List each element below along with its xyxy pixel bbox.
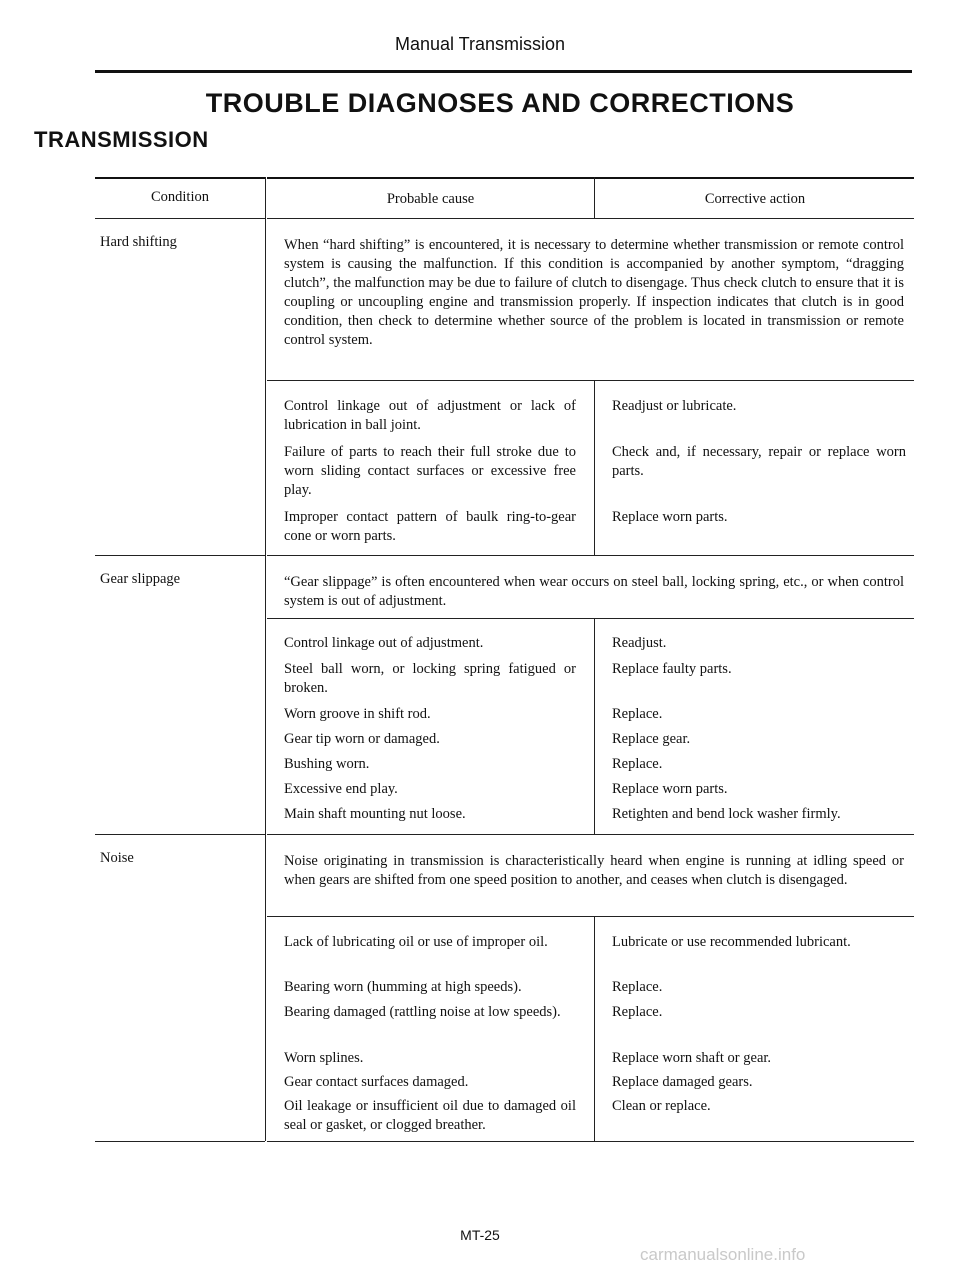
corrective-action: Replace worn parts. bbox=[612, 781, 728, 797]
column-divider bbox=[594, 380, 595, 555]
table-top-rule bbox=[95, 177, 265, 179]
corrective-action: Replace damaged gears. bbox=[612, 1074, 753, 1090]
column-divider bbox=[594, 916, 595, 1141]
corrective-action: Replace worn shaft or gear. bbox=[612, 1050, 772, 1066]
condition-hard-shifting: Hard shifting bbox=[100, 234, 177, 250]
table-top-rule bbox=[267, 177, 914, 179]
description-divider bbox=[267, 380, 914, 381]
probable-cause: Control linkage out of adjustment. bbox=[284, 635, 484, 651]
probable-cause: Worn splines. bbox=[284, 1050, 364, 1066]
corrective-action: Check and, if necessary, repair or replace worn parts. bbox=[612, 444, 906, 479]
probable-cause: Bushing worn. bbox=[284, 756, 370, 772]
corrective-action: Replace worn parts. bbox=[612, 509, 728, 525]
running-header: Manual Transmission bbox=[394, 34, 566, 54]
probable-cause: Excessive end play. bbox=[284, 781, 398, 797]
section-divider bbox=[95, 555, 265, 556]
probable-cause: Failure of parts to reach their full stroke due to worn sliding contact surfaces or excessive free play. bbox=[284, 444, 576, 498]
corrective-action: Retighten and bend lock washer firmly. bbox=[612, 806, 841, 822]
probable-cause: Lack of lubricating oil or use of improper oil. bbox=[284, 934, 548, 950]
table-header-rule bbox=[95, 218, 265, 219]
header-rule bbox=[95, 70, 912, 73]
watermark-text: carmanualsonline.info bbox=[640, 1245, 806, 1264]
probable-cause: Control linkage out of adjustment or lack of lubrication in ball joint. bbox=[284, 398, 576, 433]
corrective-action: Replace faulty parts. bbox=[612, 661, 732, 677]
column-divider bbox=[265, 177, 266, 1141]
probable-cause: Bearing worn (humming at high speeds). bbox=[284, 979, 522, 995]
corrective-action: Readjust or lubricate. bbox=[612, 398, 737, 414]
description-divider bbox=[267, 618, 914, 619]
column-header-cause: Probable cause bbox=[386, 191, 475, 207]
table-bottom-rule bbox=[267, 1141, 914, 1142]
corrective-action: Replace. bbox=[612, 979, 663, 995]
column-header-action: Corrective action bbox=[704, 191, 806, 207]
column-divider bbox=[594, 618, 595, 834]
corrective-action: Readjust. bbox=[612, 635, 667, 651]
corrective-action: Replace. bbox=[612, 756, 663, 772]
probable-cause: Improper contact pattern of baulk ring-to-gear cone or worn parts. bbox=[284, 509, 576, 544]
section-divider bbox=[95, 834, 265, 835]
table-bottom-rule bbox=[95, 1141, 265, 1142]
page-title: TROUBLE DIAGNOSES AND CORRECTIONS bbox=[205, 88, 795, 118]
condition-noise: Noise bbox=[100, 850, 134, 866]
corrective-action: Replace gear. bbox=[612, 731, 691, 747]
section-description: “Gear slippage” is often encountered when wear occurs on steel ball, locking spring, etc., or when control system is out of adjustment. bbox=[284, 574, 904, 609]
probable-cause: Gear tip worn or damaged. bbox=[284, 731, 440, 747]
section-divider bbox=[267, 555, 914, 556]
description-divider bbox=[267, 916, 914, 917]
corrective-action: Lubricate or use recommended lubricant. bbox=[612, 934, 851, 950]
section-divider bbox=[267, 834, 914, 835]
column-divider bbox=[594, 177, 595, 218]
probable-cause: Gear contact surfaces damaged. bbox=[284, 1074, 469, 1090]
probable-cause: Oil leakage or insufficient oil due to damaged oil seal or gasket, or clogged breather. bbox=[284, 1098, 576, 1133]
section-title: TRANSMISSION bbox=[34, 127, 209, 152]
page-number: MT-25 bbox=[460, 1227, 500, 1243]
corrective-action: Replace. bbox=[612, 1004, 663, 1020]
condition-gear-slippage: Gear slippage bbox=[100, 571, 181, 587]
section-description: Noise originating in transmission is characteristically heard when engine is running at idling speed or when gears are shifted from one speed position to another, and ceases when clutch is disengaged. bbox=[284, 853, 904, 888]
corrective-action: Clean or replace. bbox=[612, 1098, 711, 1114]
corrective-action: Replace. bbox=[612, 706, 663, 722]
table-header-rule bbox=[267, 218, 914, 219]
probable-cause: Main shaft mounting nut loose. bbox=[284, 806, 466, 822]
column-header-condition: Condition bbox=[150, 189, 209, 205]
probable-cause: Worn groove in shift rod. bbox=[284, 706, 431, 722]
section-description: When “hard shifting” is encountered, it is necessary to determine whether transmission or remote control system is causing the malfunction. If this condition is accompanied by another symptom, “dragging clutch”, the malfunction may be due to failure of clutch to disengage. Thus check clutch to ensure that it is coupling or uncoupling engine and transmission properly. If inspection indicates that clutch is in good condition, then check to determine whether source of the problem is located in transmission or remote control system. bbox=[284, 237, 904, 348]
probable-cause: Steel ball worn, or locking spring fatigued or broken. bbox=[284, 661, 576, 696]
probable-cause: Bearing damaged (rattling noise at low speeds). bbox=[284, 1004, 561, 1020]
